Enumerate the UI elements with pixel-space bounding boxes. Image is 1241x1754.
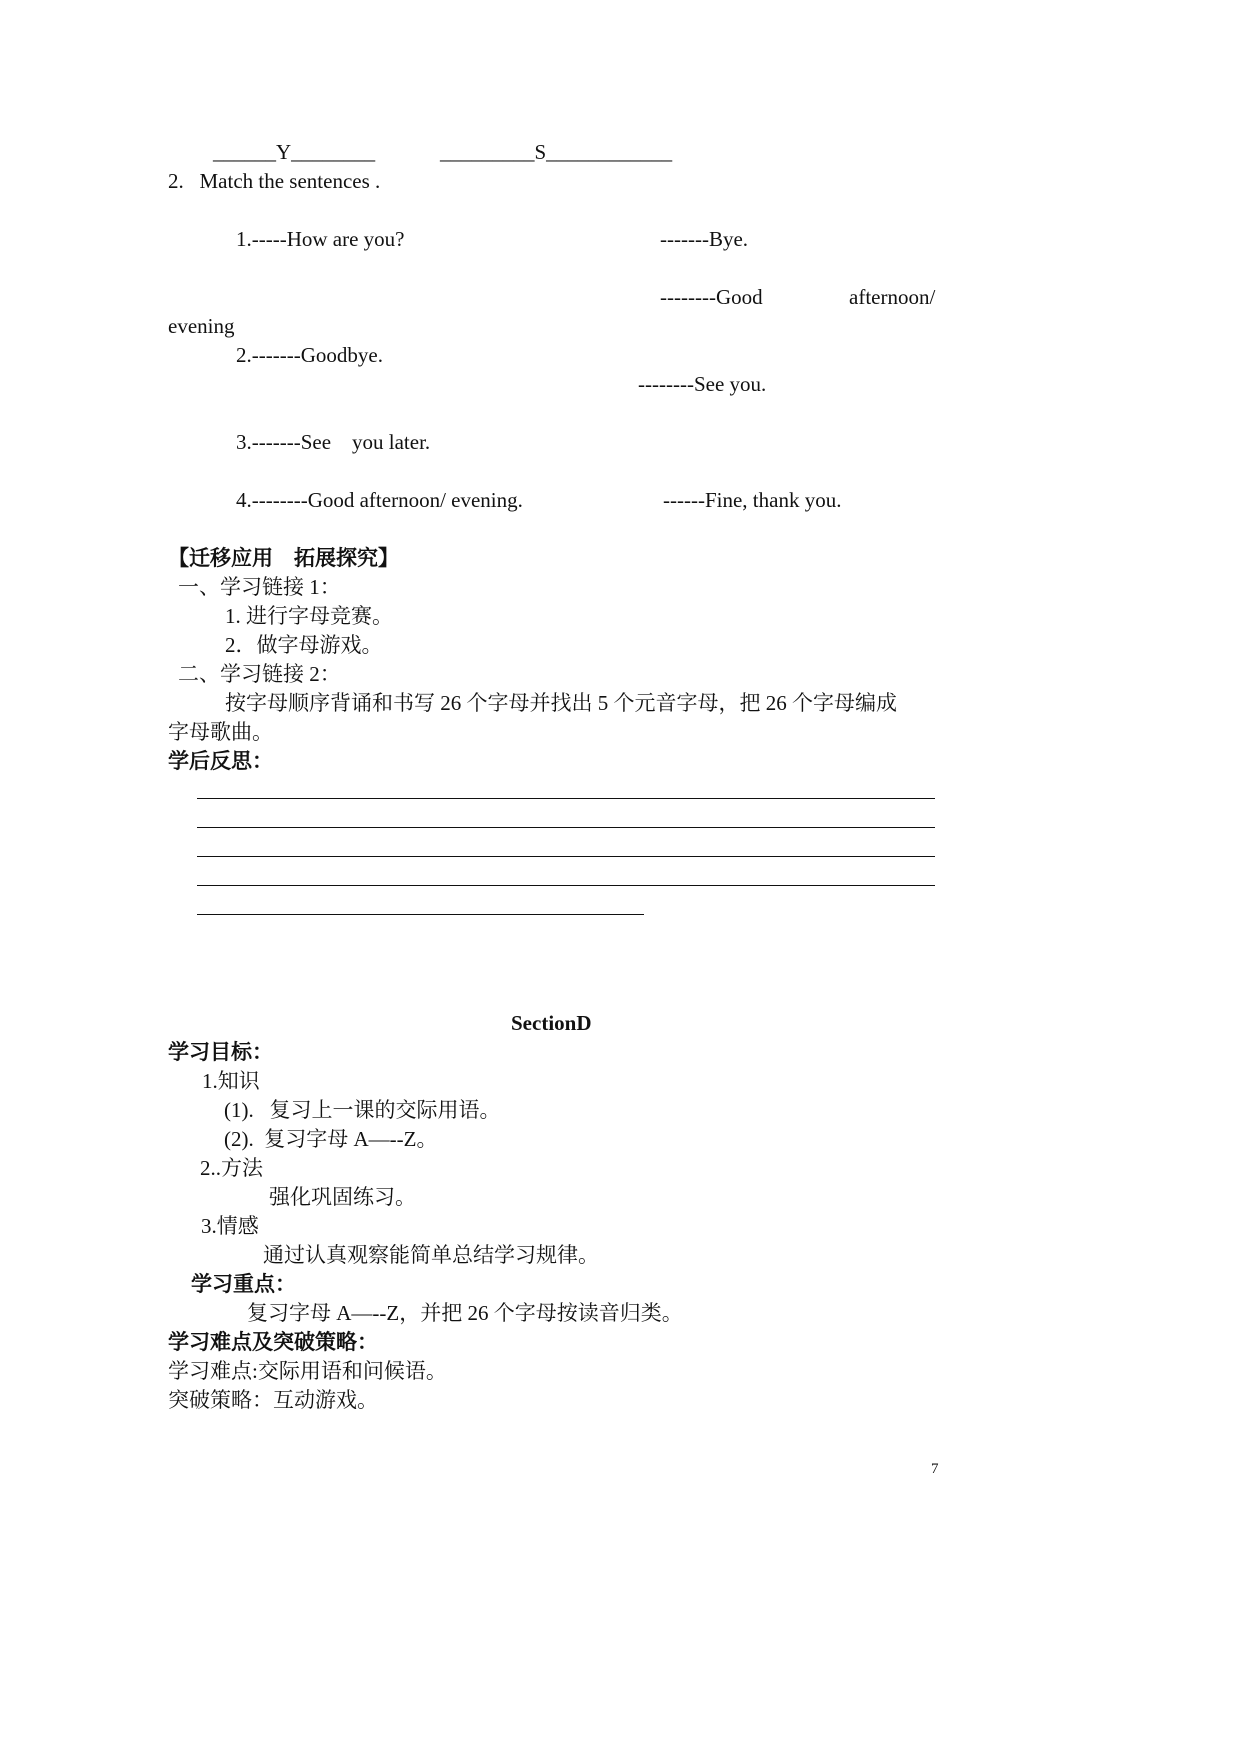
match-left-3: 3.-------See you later. (236, 430, 431, 454)
match-left-4: 4.--------Good afternoon/ evening. (236, 488, 523, 512)
strategy-text: 突破策略：互动游戏。 (168, 1388, 378, 1412)
match-right-afternoon: afternoon/ (849, 285, 936, 309)
method-text: 强化巩固练习。 (269, 1185, 416, 1209)
match-right-good: --------Good (660, 285, 763, 309)
reflection-title: 学后反思： (168, 749, 273, 773)
reflection-line-1 (197, 798, 935, 799)
blank-y: ______Y________ (213, 140, 376, 164)
blank-s: _________S____________ (440, 140, 673, 164)
match-right-seeyou: --------See you. (638, 372, 767, 396)
match-instruction: 2. Match the sentences . (168, 169, 381, 193)
section-d-title: SectionD (511, 1011, 592, 1035)
link1-item-1: 1. 进行字母竞赛。 (225, 604, 393, 628)
page-number: 7 (931, 1461, 939, 1477)
link1-heading: 一、学习链接 1： (178, 575, 341, 599)
match-left-1: 1.-----How are you? (236, 227, 405, 251)
knowledge-item-2: (2). 复习字母 A—--Z。 (224, 1127, 438, 1151)
difficulty-text: 学习难点:交际用语和问候语。 (168, 1359, 447, 1383)
link2-text-line1: 按字母顺序背诵和书写 26 个字母并找出 5 个元音字母，把 26 个字母编成 (225, 691, 897, 715)
match-left-2: 2.-------Goodbye. (236, 343, 383, 367)
difficulty-title: 学习难点及突破策略： (168, 1330, 378, 1354)
match-right-evening: evening (168, 314, 235, 338)
reflection-line-5 (197, 914, 644, 915)
key-text: 复习字母 A—--Z，并把 26 个字母按读音归类。 (247, 1301, 683, 1325)
knowledge-item-1: (1). 复习上一课的交际用语。 (224, 1098, 501, 1122)
link2-heading: 二、学习链接 2： (178, 662, 341, 686)
knowledge-heading: 1.知识 (202, 1069, 260, 1093)
goals-title: 学习目标： (168, 1040, 273, 1064)
reflection-line-4 (197, 885, 935, 886)
emotion-heading: 3.情感 (201, 1214, 259, 1238)
link1-item-2: 2．做字母游戏。 (225, 633, 383, 657)
reflection-line-3 (197, 856, 935, 857)
method-heading: 2..方法 (200, 1156, 263, 1180)
transfer-title: 【迁移应用 拓展探究】 (168, 546, 399, 570)
match-right-bye: -------Bye. (660, 227, 749, 251)
match-right-fine: ------Fine, thank you. (663, 488, 842, 512)
key-title: 学习重点： (191, 1272, 296, 1296)
reflection-line-2 (197, 827, 935, 828)
link2-text-line2: 字母歌曲。 (168, 720, 273, 744)
emotion-text: 通过认真观察能简单总结学习规律。 (263, 1243, 599, 1267)
